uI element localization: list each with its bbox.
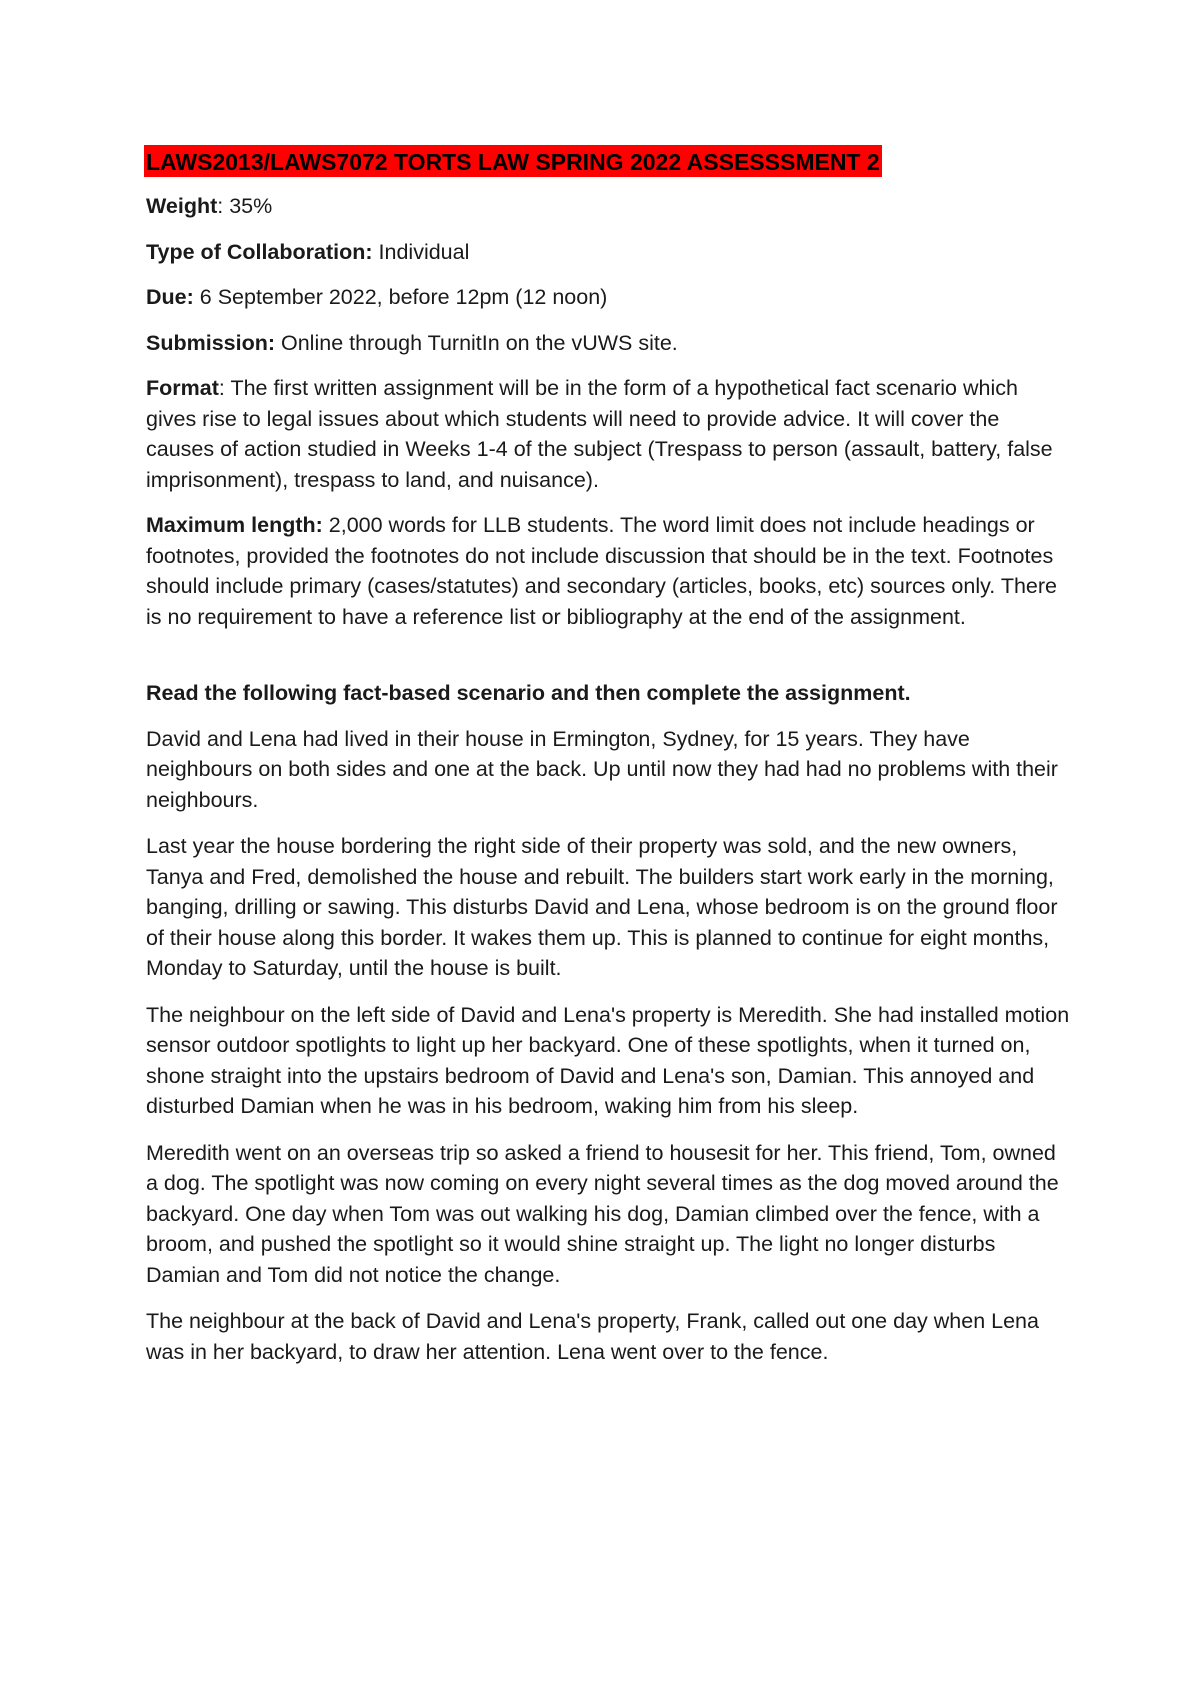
scenario-paragraph: The neighbour at the back of David and Lena's property, Frank, called out one day when Lena was in her backyard, to draw her attention. Lena went over to the fence.: [146, 1309, 1039, 1364]
scenario-paragraph: Last year the house bordering the right side of their property was sold, and the new owners, Tanya and Fred, demolished the house and rebuilt. The builders start work early in the morning, banging, drilling or sawing. This disturbs David and Lena, whose bedroom is on the ground floor of their house along this border. It wakes them up. This is planned to continue for eight months, Monday to Saturday, until the house is built.: [146, 834, 1058, 980]
meta-value: 2,000 words for LLB students. The word limit does not include headings or footnotes, provided the footnotes do not include discussion that should be in the text. Footnotes should include primary (cases/statutes) and secondary (articles, books, etc) sources only. There is no requirement to have a reference list or bibliography at the end of the assignment.: [146, 513, 1057, 629]
meta-label: Submission:: [146, 330, 276, 355]
document-title: LAWS2013/LAWS7072 TORTS LAW SPRING 2022 ASSESSSMENT 2: [144, 145, 882, 177]
meta-submission: [146, 328, 1071, 359]
meta-value: 35%: [229, 194, 273, 218]
meta-value: Online through TurnitIn on the vUWS site.: [281, 330, 678, 355]
meta-label: Weight: [146, 194, 218, 218]
meta-due: [146, 282, 1071, 313]
meta-collaboration: [146, 237, 1071, 268]
meta-max-length: [146, 510, 1071, 632]
meta-value: Individual: [378, 239, 470, 264]
meta-label: Type of Collaboration:: [146, 239, 373, 264]
meta-label: Format: [146, 376, 219, 400]
meta-format: [146, 373, 1071, 495]
meta-value: The first written assignment will be in the form of a hypothetical fact scenario which gives rise to legal issues about which students will need to provide advice. It will cover the causes of action studied in Weeks 1-4 of the subject (Trespass to person (assault, battery, false imprisonment), trespass to land, and nuisance).: [146, 376, 1053, 492]
scenario-paragraph: Meredith went on an overseas trip so asked a friend to housesit for her. This friend, Tom, owned a dog. The spotlight was now coming on every night several times as the dog moved around the backyard. One day when Tom was out walking his dog, Damian climbed over the fence, with a broom, and pushed the spotlight so it would shine straight up. The light no longer disturbs Damian and Tom did not notice the change.: [146, 1140, 1059, 1287]
meta-label: Due:: [146, 285, 194, 309]
meta-label: Maximum length:: [146, 513, 323, 537]
scenario-instruction: Read the following fact-based scenario and then complete the assignment.: [146, 681, 911, 705]
meta-separator: :: [217, 194, 230, 218]
document-page: [146, 145, 1071, 1383]
scenario-paragraph: The neighbour on the left side of David and Lena's property is Meredith. She had installed motion sensor outdoor spotlights to light up her backyard. One of these spotlights, when it turned on, shone straight into the upstairs bedroom of David and Lena's son, Damian. This annoyed and disturbed Damian when he was in his bedroom, waking him from his sleep.: [146, 1002, 1070, 1118]
meta-separator: :: [218, 376, 231, 400]
meta-value: 6 September 2022, before 12pm (12 noon): [199, 285, 608, 309]
scenario-paragraph: David and Lena had lived in their house in Ermington, Sydney, for 15 years. They have neighbours on both sides and one at the back. Up until now they had had no problems with their neighbours.: [146, 726, 1058, 812]
meta-weight: [146, 191, 1071, 222]
